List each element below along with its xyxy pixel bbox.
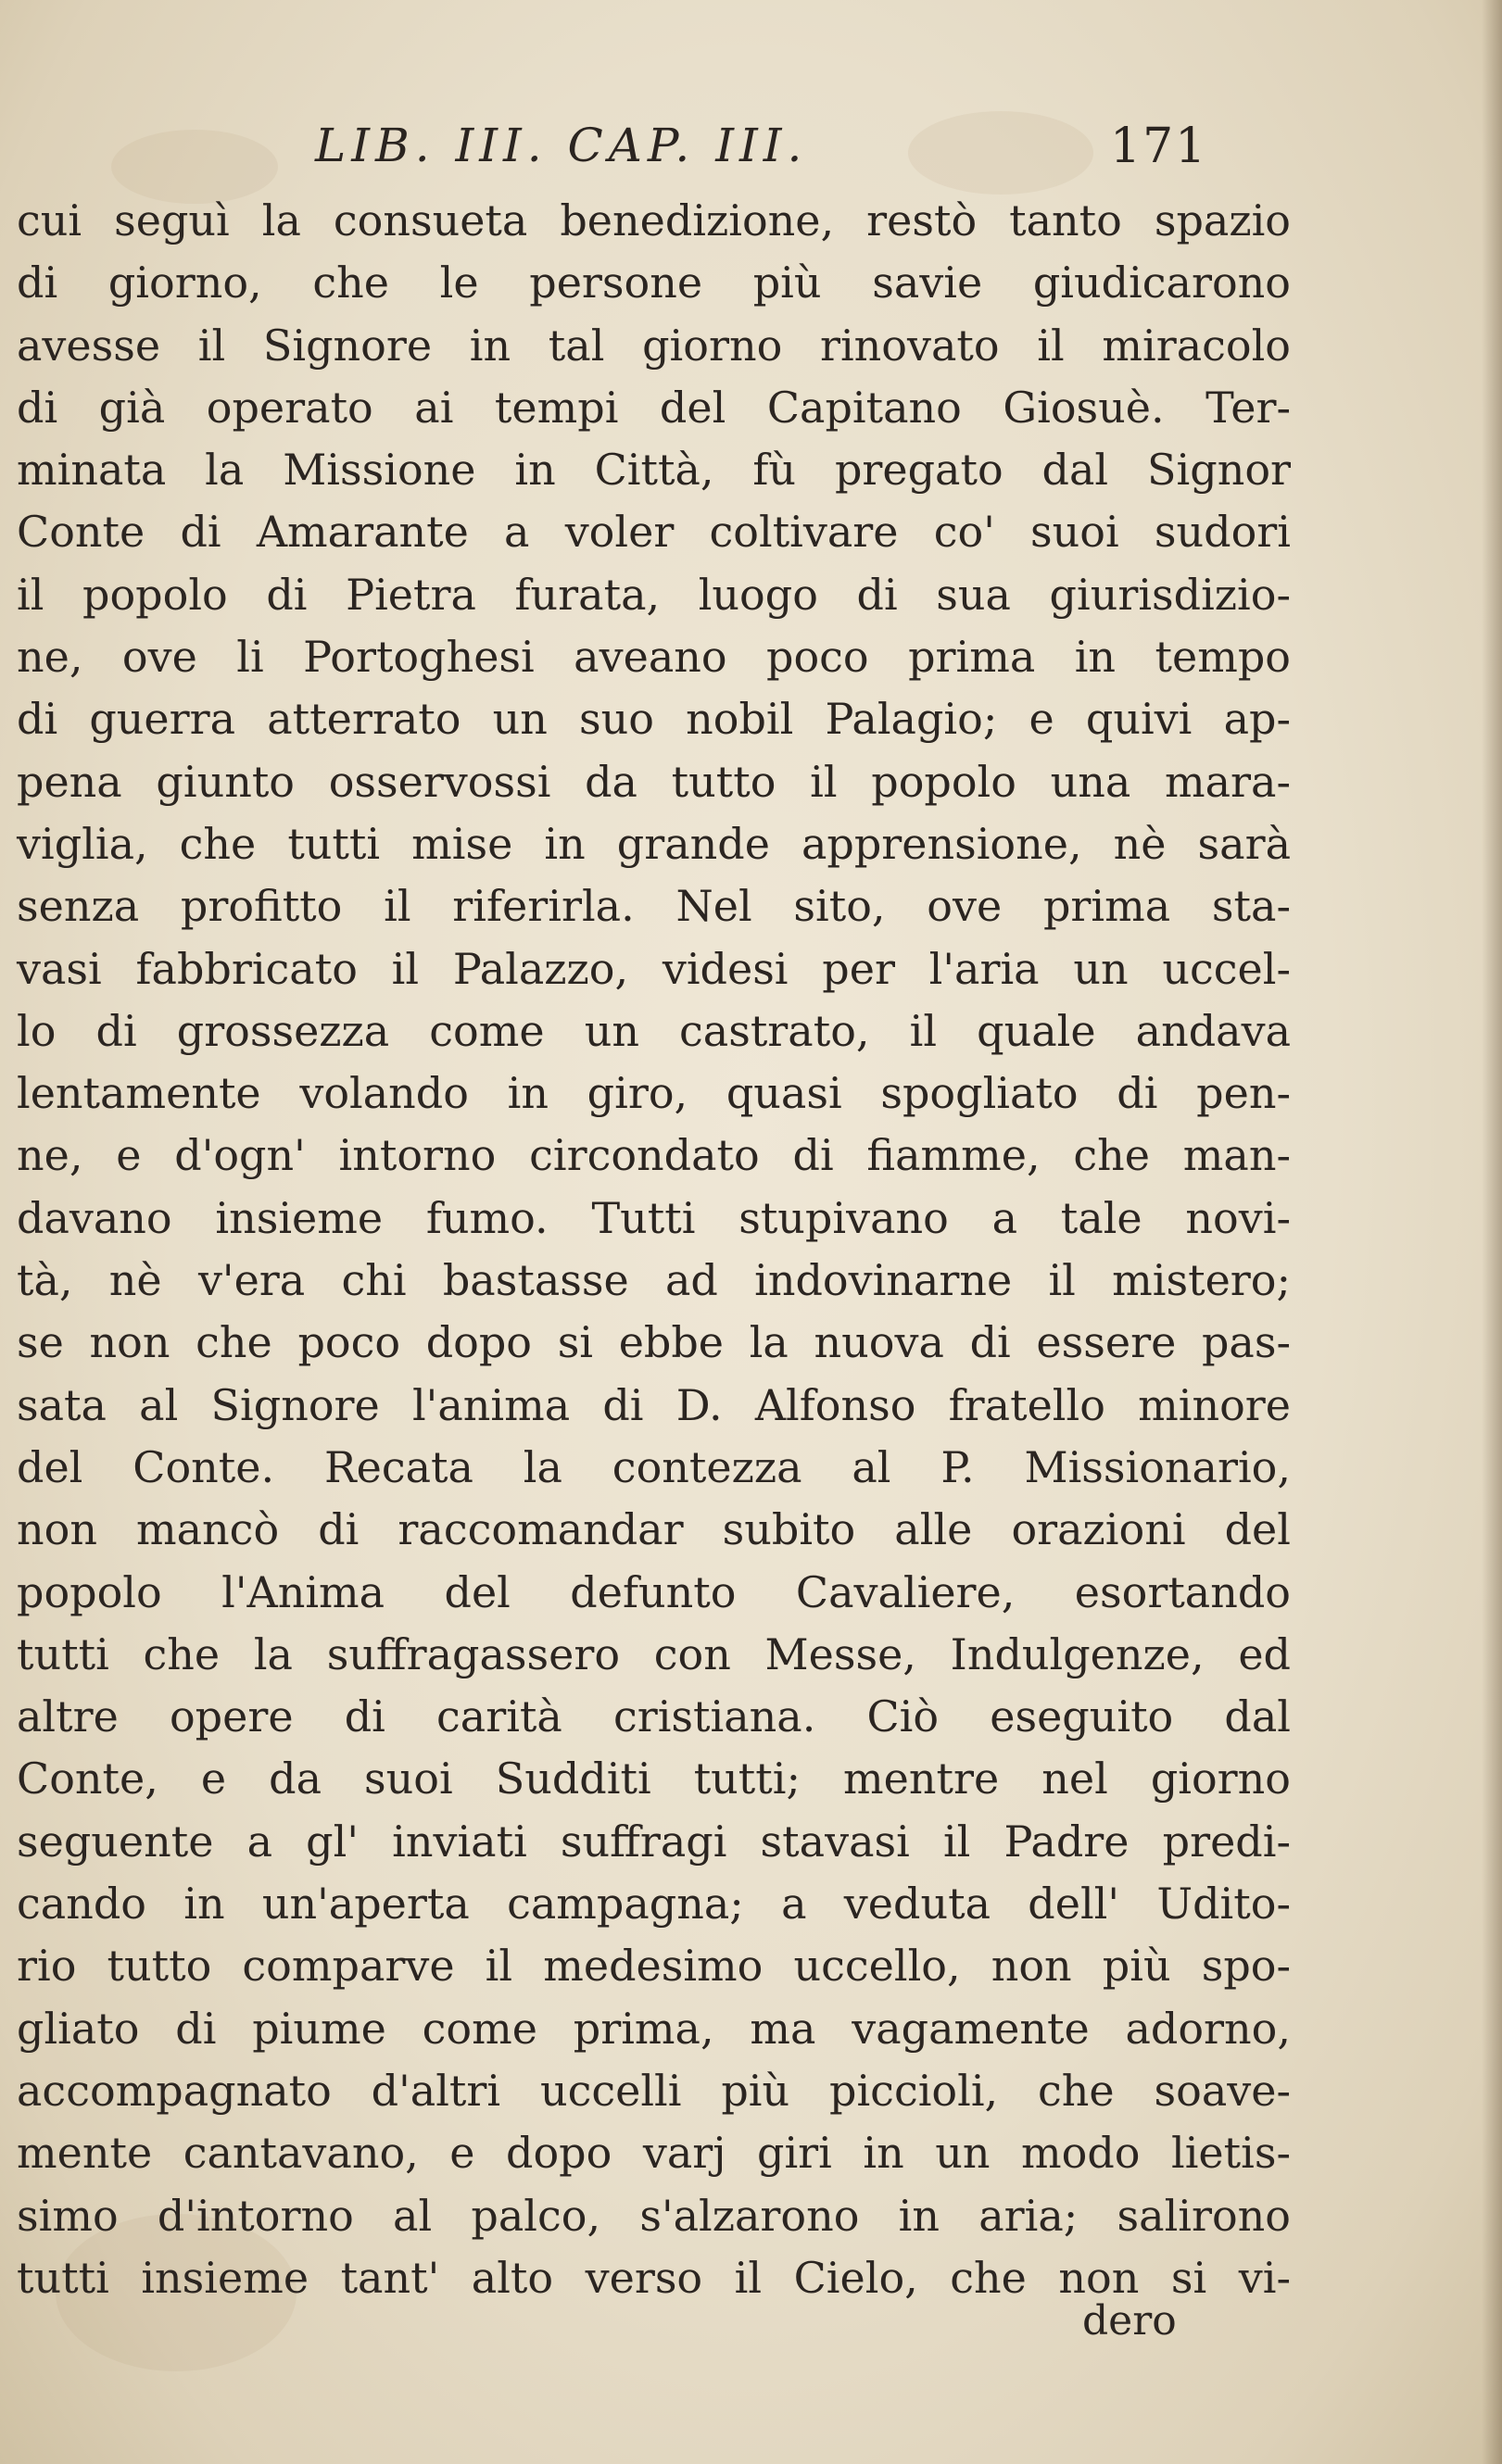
text-line: seguente a gl' inviati suffragi stavasi il Padre predi-	[17, 1816, 1291, 1867]
catchword: dero	[1082, 2297, 1177, 2345]
text-line: altre opere di carità cristiana. Ciò eseguito dal	[17, 1691, 1291, 1742]
text-line: lo di grossezza come un castrato, il quale andava	[17, 1005, 1291, 1056]
text-line: di giorno, che le persone più savie giudicarono	[17, 258, 1291, 308]
text-line: simo d'intorno al palco, s'alzarono in aria; salirono	[17, 2190, 1291, 2241]
text-line: tutti che la suffragassero con Messe, Indulgenze, ed	[17, 1628, 1291, 1679]
text-line: accompagnato d'altri uccelli più piccioli, che soave-	[17, 2065, 1291, 2116]
text-line: di guerra atterrato un suo nobil Palagio; e quivi ap-	[17, 694, 1291, 745]
text-line: gliato di piume come prima, ma vagamente adorno,	[17, 2003, 1291, 2054]
text-line: mente cantavano, e dopo varj giri in un modo lietis-	[17, 2128, 1291, 2179]
text-line: rio tutto comparve il medesimo uccello, non più spo-	[17, 1941, 1291, 1992]
text-line: se non che poco dopo si ebbe la nuova di essere pas-	[17, 1317, 1291, 1368]
text-line: senza profitto il riferirla. Nel sito, ove prima sta-	[17, 881, 1291, 932]
text-line: popolo l'Anima del defunto Cavaliere, esortando	[17, 1566, 1291, 1617]
body-text	[17, 190, 1291, 2309]
text-line: pena giunto osservossi da tutto il popolo una mara-	[17, 756, 1291, 807]
text-line: lentamente volando in giro, quasi spogliato di pen-	[17, 1068, 1291, 1119]
text-line: tutti insieme tant' alto verso il Cielo, che non si vi-	[17, 2252, 1291, 2303]
text-line: tà, nè v'era chi bastasse ad indovinarne il mistero;	[17, 1255, 1291, 1306]
text-line: davano insieme fumo. Tutti stupivano a tale novi-	[17, 1192, 1291, 1243]
text-line: il popolo di Pietra furata, luogo di sua giurisdizio-	[17, 569, 1291, 620]
text-line: cando in un'aperta campagna; a veduta dell' Udito-	[17, 1879, 1291, 1930]
text-line: sata al Signore l'anima di D. Alfonso fratello minore	[17, 1379, 1291, 1430]
text-line: avesse il Signore in tal giorno rinovato il miracolo	[17, 320, 1291, 371]
text-line: del Conte. Recata la contezza al P. Missionario,	[17, 1441, 1291, 1492]
text-line: di già operato ai tempi del Capitano Giosuè. Ter-	[17, 382, 1291, 433]
page-header	[0, 119, 1502, 183]
text-line: ne, ove li Portoghesi aveano poco prima in tempo	[17, 632, 1291, 683]
page-number: 171	[1110, 119, 1208, 174]
text-line: Conte, e da suoi Sudditi tutti; mentre nel giorno	[17, 1754, 1291, 1804]
text-line: viglia, che tutti mise in grande apprensione, nè sarà	[17, 818, 1291, 869]
text-line: vasi fabbricato il Palazzo, videsi per l'aria un uccel-	[17, 943, 1291, 994]
text-line: ne, e d'ogn' intorno circondato di fiamme, che man-	[17, 1130, 1291, 1181]
running-head: LIB. III. CAP. III.	[315, 119, 808, 172]
text-line: cui seguì la consueta benedizione, restò tanto spazio	[17, 195, 1291, 245]
text-line: minata la Missione in Città, fù pregato dal Signor	[17, 445, 1291, 496]
text-line: Conte di Amarante a voler coltivare co' suoi sudori	[17, 507, 1291, 558]
text-line: non mancò di raccomandar subito alle orazioni del	[17, 1504, 1291, 1555]
page-edge-shadow	[1482, 0, 1502, 2464]
